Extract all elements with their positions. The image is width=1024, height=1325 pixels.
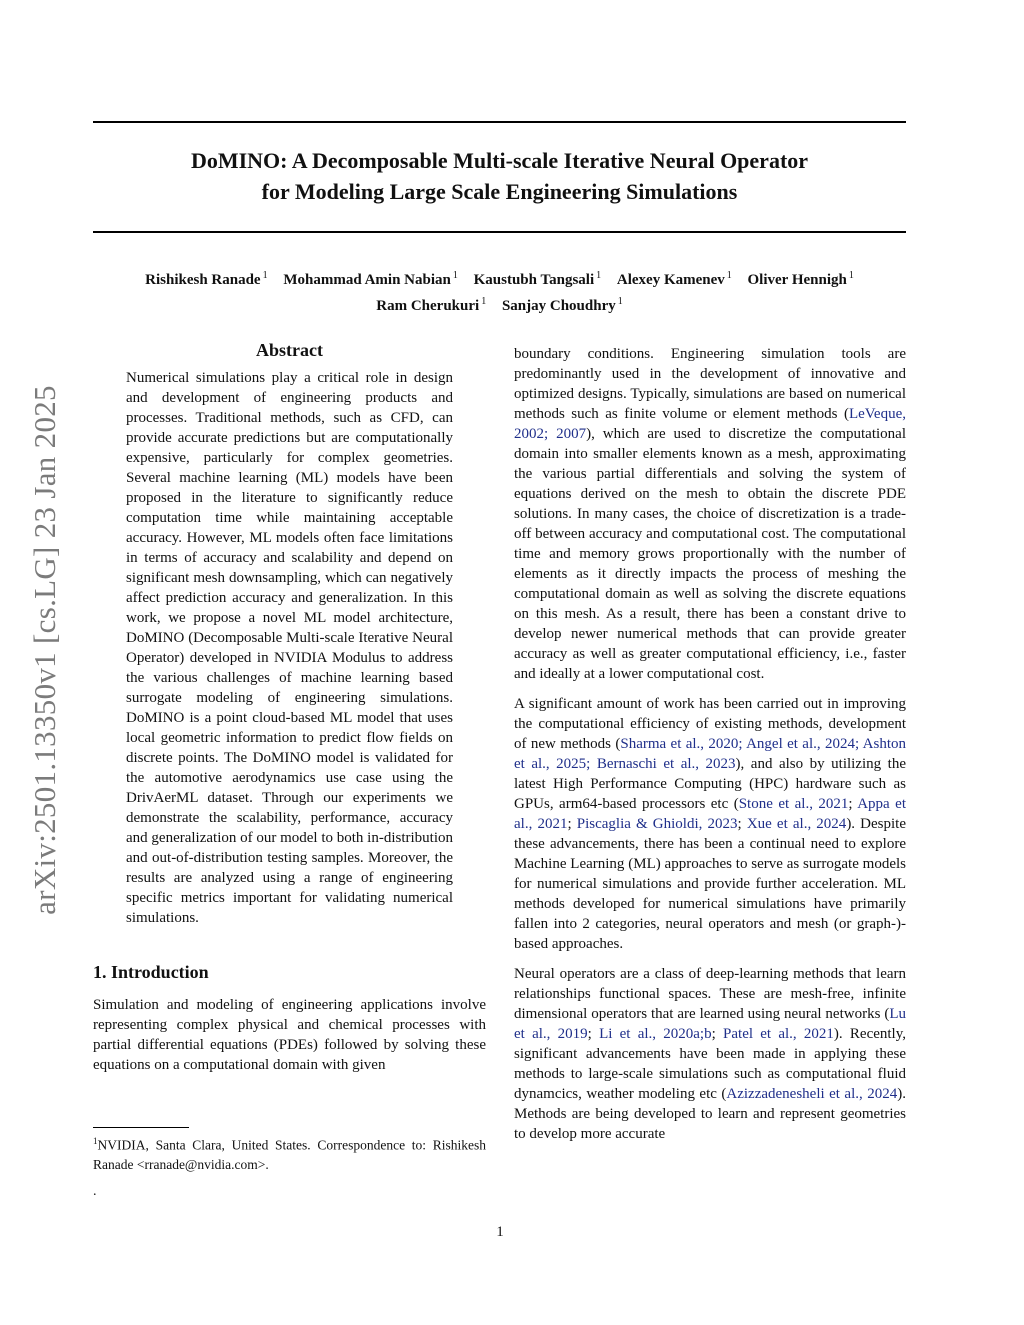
right-column (514, 344, 906, 1154)
author-list (93, 265, 906, 317)
citation-link[interactable]: Stone et al., 2021 (738, 796, 849, 812)
author-row-1 (93, 265, 906, 291)
abstract-text: Numerical simulations play a critical role in design and development of engineering products and processes. Traditional methods, such as CFD, can provide accurate predictions but are computationally expensive, particularly for complex geometries. Several machine learning (ML) models have been proposed in the literature to significantly reduce computation time while maintaining acceptable accuracy. However, ML models often face limitations in terms of accuracy and scalability and depend on significant mesh downsampling, which can negatively affect prediction accuracy and generalization. In this work, we propose a novel ML model architecture, DoMINO (Decomposable Multi-scale Iterative Neural Operator) developed in NVIDIA Modulus to address the various challenges of machine learning based surrogate modeling of engineering simulations. DoMINO is a point cloud-based ML model that uses local geometric information to predict flow fields on discrete points. The DoMINO model is validated for the automotive aerodynamics use case using the DrivAerML dataset. Through our experiments we demonstrate the scalability, performance, accuracy and generalization of our model to both in-distribution and out-of-distribution testing samples. Moreover, the results are analyzed using a range of engineering specific metrics important for validating numerical simulations. (126, 370, 454, 926)
author: Ram Cherukuri $^1$ (376, 296, 487, 314)
paper-title (93, 145, 906, 207)
author: Alexey Kamenev $^1$ (616, 270, 732, 288)
title-bottom-rule (93, 231, 906, 233)
citation-link[interactable]: Lu et al., 2019 (514, 1006, 906, 1042)
citation-link[interactable]: Sharma et al., 2020; Angel et al., 2024; Ashton et al., 2025; Bernaschi et al., 2023 (514, 736, 907, 772)
citation-link[interactable]: Patel et al., 2021 (723, 1026, 834, 1042)
citation-link[interactable]: Appa et al., 2021 (514, 796, 906, 832)
citation-link[interactable]: Azizzadenesheli et al., 2024 (726, 1086, 898, 1102)
footnote-text: NVIDIA, Santa Clara, United States. Correspondence to: Rishikesh Ranade <rranade@nvidia.com>. (93, 1137, 486, 1172)
title-line-1: DoMINO: A Decomposable Multi-scale Iterative Neural Operator (190, 148, 809, 173)
arxiv-identifier-stamp: arXiv:2501.13350v1 [cs.LG] 23 Jan 2025 (27, 385, 62, 915)
author: Kaustubh Tangsali $^1$ (473, 270, 602, 288)
citation-link[interactable]: Piscaglia & Ghioldi, 2023 (576, 816, 738, 832)
introduction-paragraph: Simulation and modeling of engineering applications involve representing complex physical and chemical processes with partial differential equations (PDEs) followed by solving these equations on a computational domain with given (93, 997, 486, 1073)
author-row-2 (93, 291, 906, 317)
author: Oliver Hennigh $^1$ (747, 270, 854, 288)
left-column (93, 340, 486, 1085)
page-number: 1 (496, 1224, 504, 1240)
author: Mohammad Amin Nabian $^1$ (283, 270, 458, 288)
title-top-rule (93, 121, 906, 123)
introduction-heading: 1. Introduction (93, 962, 209, 982)
abstract-heading: Abstract (256, 340, 323, 360)
footnote-rule (93, 1127, 189, 1128)
title-line-2: for Modeling Large Scale Engineering Simulations (261, 179, 738, 204)
body-paragraph: A significant amount of work has been carried out in improving the computational efficiency of existing methods, development of new methods (Sharma et al., 2020; Angel et al., 2024; Ashton et al., 2025; Bernaschi et al., 2023), and also by utilizing the latest High Performance Computing (HPC) hardware such as GPUs, arm64-based processors etc (Stone et al., 2021; Appa et al., 2021; Piscaglia & Ghioldi, 2023; Xue et al., 2024). Despite these advancements, there has been a continual need to explore Machine Learning (ML) approaches to serve as surrogate models for numerical simulations and provide further acceleration. ML methods developed for numerical simulations have primarily fallen into 2 categories, neural operators and mesh (or graph-)-based approaches. (514, 696, 907, 952)
body-paragraph: boundary conditions. Engineering simulation tools are predominantly used in the development of innovative and optimized designs. Typically, simulations are based on numerical methods such as finite volume or element methods (LeVeque, 2002; 2007), which are used to discretize the computational domain into smaller elements known as a mesh, approximating the various partial differentials and solving the system of equations derived on the mesh to obtain the discrete PDE solutions. In many cases, the choice of discretization is a trade-off between accuracy and computational cost. The computational time and memory grows proportionally with the number of elements as it directly impacts the process of meshing the computational domain as well as solving the discrete equations on this mesh. As a result, there has been a constant drive to develop newer numerical methods that can provide greater accuracy as well as greater computational efficiency, i.e., faster and ideally at a lower computational cost. (514, 346, 906, 682)
author: Sanjay Choudhry $^1$ (501, 296, 623, 314)
citation-link[interactable]: LeVeque, 2002; 2007 (514, 406, 906, 442)
body-paragraph: Neural operators are a class of deep-learning methods that learn relationships functional spaces. These are mesh-free, infinite dimensional operators that are learned using neural networks (Lu et al., 2019; Li et al., 2020a;b; Patel et al., 2021). Recently, significant advancements have been made in applying these methods to large-scale simulations such as computational fluid dynamcics, weather modeling etc (Azizzadenesheli et al., 2024). Methods are being developed to learn and represent geometries to develop more accurate (514, 966, 907, 1142)
author: Rishikesh Ranade $^1$ (145, 270, 268, 288)
citation-link[interactable]: Xue et al., 2024 (746, 816, 847, 832)
affiliation-footnote (93, 1132, 486, 1174)
stray-mark: . (93, 1184, 97, 1199)
citation-link[interactable]: Li et al., 2020a;b (599, 1026, 712, 1042)
footnote-marker: 1 (93, 1136, 98, 1146)
